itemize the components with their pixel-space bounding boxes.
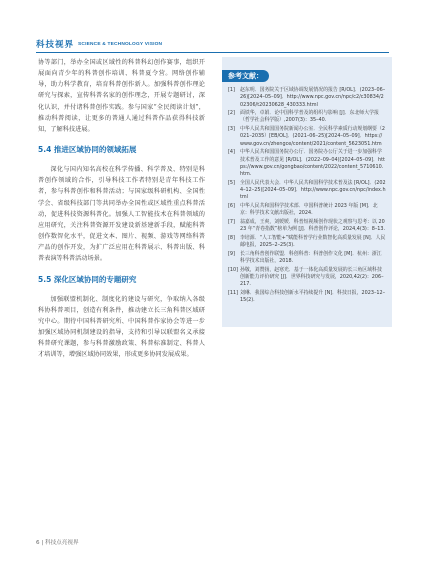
reference-item — [228, 235, 386, 250]
reference-item — [228, 110, 386, 125]
reference-number: [9] — [228, 250, 235, 257]
journal-header — [36, 38, 162, 50]
reference-list — [228, 87, 386, 304]
reference-number: [2] — [228, 110, 235, 117]
reference-text: 翁嘉成，王爽，刘媛媛．科普短视频创作现状之观察与思考：以 2023 年“青卷指数”榜单为例 [J]．科普创作评论，2024,4(3)：8–13. — [240, 218, 386, 233]
references-title: 参考文献： — [222, 70, 269, 82]
page-footer: 6 | 科技点亮视界 — [36, 540, 79, 546]
header-divider — [36, 52, 389, 53]
reference-text: 李培源．“人工智能+”赋能科普学行业数智化高质量发展 [N]．人民邮电报，2025–2–25(3). — [240, 234, 386, 249]
reference-number: [6] — [228, 202, 235, 209]
reference-number: [7] — [228, 218, 235, 225]
reference-text: 中华人民共和国科学技术部．中国科普统计 2023 年版 [M]．北京：科学技术文献出版社，2024. — [240, 202, 378, 217]
reference-text: 刘琳．我国综合科技创新水平持续提升 [N]．科技日报，2023–12–15(2). — [240, 289, 386, 303]
reference-text: 长三角科普创作联盟．科创科普：科普创作文化 [M]．杭州：浙江科学技术出版社，2018. — [240, 250, 382, 264]
reference-number: [11] — [228, 289, 239, 296]
reference-item — [228, 219, 386, 234]
reference-item — [228, 267, 386, 289]
section-title-5-4: 5.4 推进区域协同的领域拓展 — [38, 145, 137, 155]
journal-name-cn: 科技视界 — [36, 40, 75, 50]
reference-text: 中华人民共和国国务院办公厅．国务院办公厅关于进一步加强科学技术普及工作的意见 [R/OL]．(2022–09–04)[2024–05–09]．https://www.gov.cn/gongbao/content/2022/content_5710610.htm. — [240, 149, 385, 178]
reference-number: [4] — [228, 149, 235, 156]
reference-item — [228, 251, 386, 266]
journal-name-en: SCIENCE & TECHNOLOGY VISION — [78, 41, 163, 47]
reference-item — [228, 180, 386, 202]
reference-text: 全国人民代表大会．中华人民共和国科学技术普及法 [R/OL]．(2024–12–25)[2024–05–09]．http://www.npc.gov.cn/npc/index.html — [240, 179, 386, 201]
main-text-column — [38, 57, 205, 360]
paragraph-special-research: 加强联盟机制化、制度化的建设与研究，争取纳入各级科协科普项目，创造有利条件，推动建立长三角科普区域研究中心。期待中国科普研究所、中国科普作家协会等进一步加强区域协同机制建设的指导，支持和引导以联盟名义承接科普研究课题，参与科普激励政策、科普标准制定、科普人才培训等，增强区域协同效果，形成更多协同发展成果。 — [38, 295, 205, 359]
references-column — [222, 57, 392, 327]
paragraph-regional-expansion: 深化与国内知名高校在科学传播、科学普及、特别是科普创作领域的合作，引导科技工作者特别是青年科技工作者，参与科普创作和科普活动；与国家级科研机构、全国性学会、省级科技部门等共同举办全国性或区域性重点科普活动，促进科技资源科普化。加强人工智能技术在科普领域的应用研究，关注科普资源开发建设新基建新手段，赋能科普创作数智化水平，促进文本、图片、视频、游戏等网络科普产品的创作开发，为扩广泛应用在科普展示、科普出版、科普表演等科普活动场景。 — [38, 166, 205, 263]
reference-item — [228, 87, 386, 109]
reference-item — [228, 203, 386, 218]
reference-text: 中华人民共和国国务院新闻办公室．全民科学素质行动规划纲要（2021–2035）[EB/OL]．(2021–06–25)[2024–05–09]．https://www.gov.cn/zhengce/content/2021/content_5623051.htm — [240, 126, 385, 147]
reference-item — [228, 126, 386, 148]
reference-number: [10] — [228, 266, 239, 273]
section-title-5-5: 5.5 深化区域协同的专题研究 — [38, 274, 137, 284]
reference-item — [228, 290, 386, 305]
reference-number: [1] — [228, 87, 235, 93]
reference-text: 孙敬，刘赞扬，赵寒光．基于一体化高质量发展的长三角区域科技创新能力评价研究 [J]．世界科技研究与发展，2020,42(2)：206–217. — [240, 266, 384, 288]
paragraph-continued: 协等部门，举办全国或区域性的科普科幻创作赛事，组织开展面向青少年的科普创作培训、科普夏令营。网络创作辅导，助力科学教育，培育科普创作新人。加强科普创作理论研究与探索，宣传科普名家的创作理念，开展专题研讨，深化认识，并付诸科普创作实践。参与国家“全民阅读计划”，推动科普阅读，让更多的普通人通过科普作品获得科技新知，了解科技进展。 — [38, 59, 205, 133]
reference-item — [228, 149, 386, 178]
reference-number: [8] — [228, 234, 235, 241]
reference-number: [3] — [228, 126, 235, 133]
reference-number: [5] — [228, 179, 235, 186]
reference-text: 面铁华，卓娟．论中国科学普及的组织与影响 [J]．东北师大学报（哲学社会科学版）,2007(3)：35–40. — [240, 110, 379, 124]
references-box — [222, 57, 392, 327]
reference-text: 赵东明．国务院关于区域协调发展情况的报告 [R/OL]．(2023–06–26)[2024–05–09]．http://www.npc.gov.cn/npc/c2/c30834/202306/t20230628_430333.html — [240, 87, 386, 108]
